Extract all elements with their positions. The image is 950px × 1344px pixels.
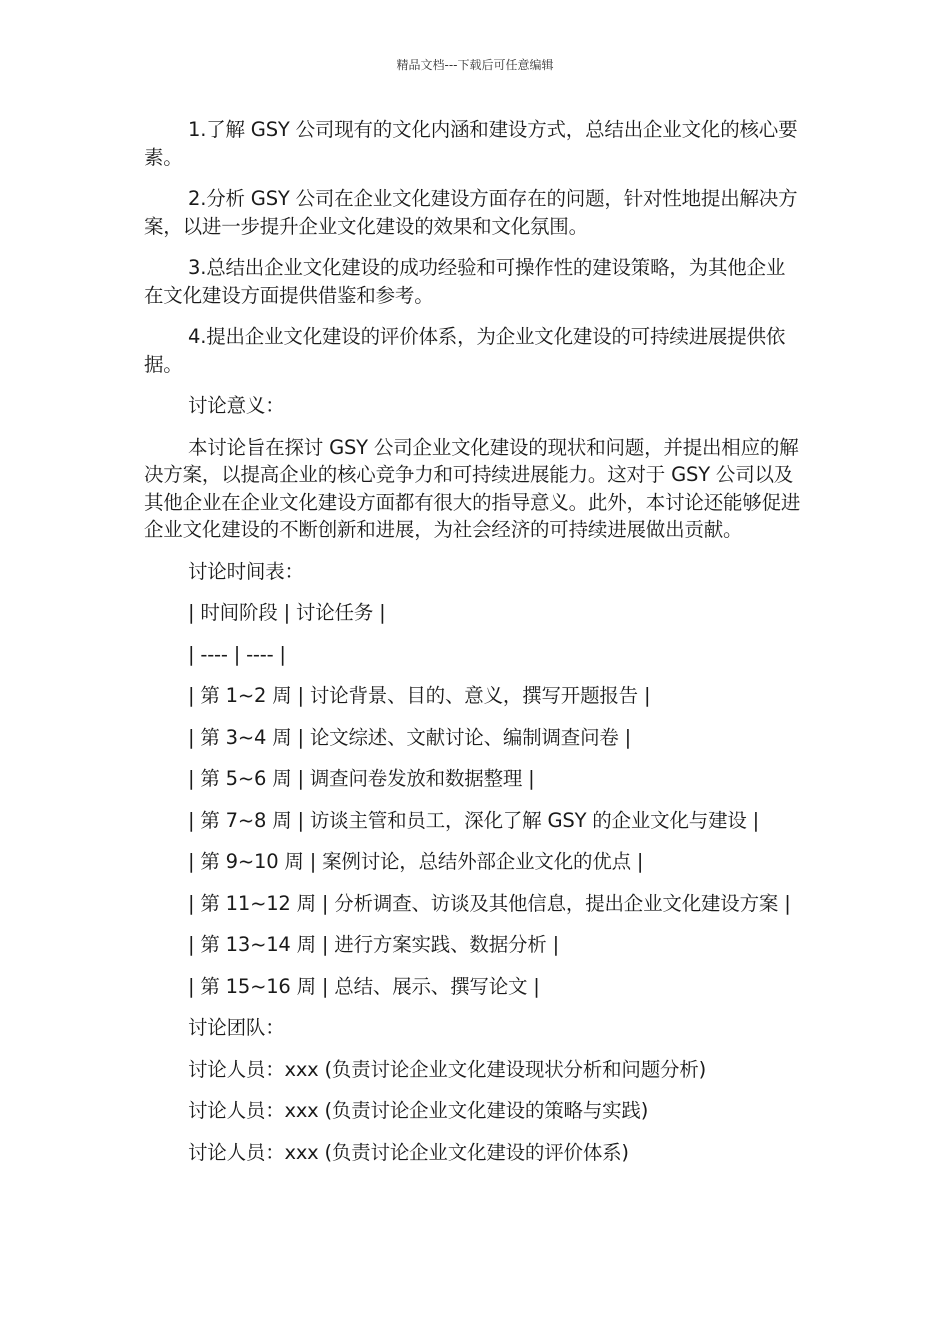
schedule-heading: 讨论时间表：	[188, 559, 304, 583]
document-body	[144, 116, 802, 1180]
team-member: 讨论人员：xxx (负责讨论企业文化建设的策略与实践)	[188, 1099, 649, 1122]
team-heading: 讨论团队：	[188, 1016, 285, 1039]
significance-heading: 讨论意义：	[188, 394, 285, 417]
objective-1: 1.了解 GSY 公司现有的文化内涵和建设方式，总结出企业文化的核心要素。	[144, 118, 798, 169]
schedule-row: | 第 7~8 周 | 访谈主管和员工，深化了解 GSY 的企业文化与建设 |	[188, 808, 760, 832]
objective-4: 4.提出企业文化建设的评价体系，为企业文化建设的可持续进展提供依据。	[144, 325, 786, 376]
team-member: 讨论人员：xxx (负责讨论企业文化建设现状分析和问题分析)	[188, 1057, 707, 1081]
schedule-row: | 第 1~2 周 | 讨论背景、目的、意义，撰写开题报告 |	[188, 684, 651, 707]
objective-2: 2.分析 GSY 公司在企业文化建设方面存在的问题，针对性地提出解决方案，以进一步提升企业文化建设的效果和文化氛围。	[144, 187, 798, 238]
schedule-row: | 第 11~12 周 | 分析调查、访谈及其他信息，提出企业文化建设方案 |	[188, 891, 791, 915]
page-header: 精品文档---下载后可任意编辑	[396, 58, 554, 72]
schedule-row: | 第 9~10 周 | 案例讨论，总结外部企业文化的优点 |	[188, 850, 644, 873]
schedule-row: | 第 3~4 周 | 论文综述、文献讨论、编制调查问卷 |	[188, 725, 632, 749]
team-member: 讨论人员：xxx (负责讨论企业文化建设的评价体系)	[188, 1140, 629, 1164]
objective-3: 3.总结出企业文化建设的成功经验和可操作性的建设策略，为其他企业在文化建设方面提供借鉴和参考。	[144, 256, 786, 307]
schedule-row: | ---- | ---- |	[188, 642, 286, 666]
schedule-row: | 第 15~16 周 | 总结、展示、撰写论文 |	[188, 974, 540, 998]
schedule-row: | 第 5~6 周 | 调查问卷发放和数据整理 |	[188, 767, 535, 790]
schedule-row: | 时间阶段 | 讨论任务 |	[188, 601, 386, 624]
schedule-row: | 第 13~14 周 | 进行方案实践、数据分析 |	[188, 933, 559, 956]
significance-body: 本讨论旨在探讨 GSY 公司企业文化建设的现状和问题，并提出相应的解决方案，以提高企业的核心竞争力和可持续进展能力。这对于 GSY 公司以及其他企业在企业文化建设方面都有很大的指导意义。此外，本讨论还能够促进企业文化建设的不断创新和进展，为社会经济的可持续进展做出贡献。	[144, 435, 801, 541]
